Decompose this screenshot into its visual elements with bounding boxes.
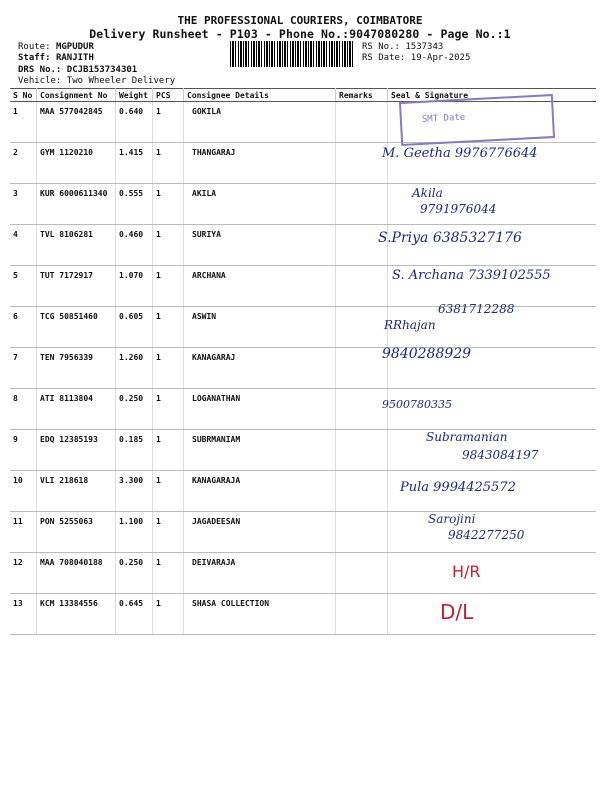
signature-12: H/R — [452, 562, 481, 581]
row-weight: 1.070 — [116, 266, 153, 307]
row-sno: 6 — [10, 307, 37, 348]
row-sno: 9 — [10, 430, 37, 471]
row-weight: 0.185 — [116, 430, 153, 471]
row-weight: 0.460 — [116, 225, 153, 266]
col-weight: Weight — [116, 89, 153, 102]
row-consignment: VLI 218618 — [37, 471, 116, 512]
row-sno: 11 — [10, 512, 37, 553]
row-consignee: KANAGARAJA — [184, 471, 336, 512]
row-consignment: KCM 13384556 — [37, 594, 116, 635]
signature-13: D/L — [440, 600, 474, 624]
row-consignee: AKILA — [184, 184, 336, 225]
row-consignee: SUBRMANIAM — [184, 430, 336, 471]
signature-9-name: Subramanian — [426, 430, 508, 444]
row-weight: 0.250 — [116, 553, 153, 594]
row-pcs: 1 — [153, 184, 184, 225]
signature-4: S.Priya 6385327176 — [378, 230, 522, 246]
row-sno: 4 — [10, 225, 37, 266]
staff-line: Staff: RANJITH — [18, 53, 94, 63]
row-consignee: SURIYA — [184, 225, 336, 266]
row-pcs: 1 — [153, 594, 184, 635]
seal-stamp: SMT Date — [399, 94, 555, 146]
signature-2: M. Geetha 9976776644 — [382, 146, 538, 161]
col-pcs: PCS — [153, 89, 184, 102]
company-title: THE PROFESSIONAL COURIERS, COIMBATORE — [177, 14, 423, 27]
col-consignee: Consignee Details — [184, 89, 336, 102]
row-weight: 0.250 — [116, 389, 153, 430]
signature-7: 9840288929 — [382, 346, 472, 362]
row-remarks — [336, 102, 388, 143]
row-remarks — [336, 594, 388, 635]
col-sno: S No — [10, 89, 37, 102]
row-remarks — [336, 184, 388, 225]
row-weight: 1.100 — [116, 512, 153, 553]
row-weight: 0.555 — [116, 184, 153, 225]
row-consignment: GYM 1120210 — [37, 143, 116, 184]
row-weight: 0.645 — [116, 594, 153, 635]
row-consignment: MAA 577042845 — [37, 102, 116, 143]
col-consignment: Consignment No — [37, 89, 116, 102]
row-weight: 1.260 — [116, 348, 153, 389]
row-consignment: TVL 8106281 — [37, 225, 116, 266]
row-consignment: TUT 7172917 — [37, 266, 116, 307]
row-sno: 3 — [10, 184, 37, 225]
row-consignee: SHASA COLLECTION — [184, 594, 336, 635]
row-remarks — [336, 348, 388, 389]
row-sno: 10 — [10, 471, 37, 512]
signature-5: S. Archana 7339102555 — [392, 268, 551, 283]
signature-10: Pula 9994425572 — [400, 480, 516, 495]
row-signature — [388, 594, 597, 635]
row-weight: 0.640 — [116, 102, 153, 143]
row-remarks — [336, 143, 388, 184]
row-pcs: 1 — [153, 512, 184, 553]
vehicle-line: Vehicle: Two Wheeler Delivery — [18, 76, 176, 86]
row-pcs: 1 — [153, 553, 184, 594]
row-consignee: GOKILA — [184, 102, 336, 143]
row-pcs: 1 — [153, 348, 184, 389]
rs-date-line: RS Date: 19-Apr-2025 — [362, 53, 471, 63]
row-pcs: 1 — [153, 307, 184, 348]
signature-6-phone: 6381712288 — [438, 302, 515, 316]
table-row — [10, 594, 596, 635]
row-consignment: TEN 7956339 — [37, 348, 116, 389]
row-consignee: LOGANATHAN — [184, 389, 336, 430]
row-sno: 5 — [10, 266, 37, 307]
row-pcs: 1 — [153, 102, 184, 143]
row-sno: 2 — [10, 143, 37, 184]
table-row — [10, 184, 596, 225]
row-pcs: 1 — [153, 471, 184, 512]
row-remarks — [336, 471, 388, 512]
row-remarks — [336, 553, 388, 594]
row-consignment: EDQ 12385193 — [37, 430, 116, 471]
row-pcs: 1 — [153, 143, 184, 184]
row-pcs: 1 — [153, 266, 184, 307]
drs-line: DRS No.: DCJB153734301 — [18, 65, 138, 75]
row-remarks — [336, 389, 388, 430]
row-consignment: PON 5255063 — [37, 512, 116, 553]
row-sno: 1 — [10, 102, 37, 143]
row-pcs: 1 — [153, 225, 184, 266]
row-consignee: ASWIN — [184, 307, 336, 348]
table-row — [10, 389, 596, 430]
rs-no-line: RS No.: 1537343 — [362, 42, 444, 52]
row-consignee: DEIVARAJA — [184, 553, 336, 594]
signature-11-name: Sarojini — [428, 512, 476, 526]
row-consignee: ARCHANA — [184, 266, 336, 307]
table-row — [10, 553, 596, 594]
row-consignee: KANAGARAJ — [184, 348, 336, 389]
signature-8: 9500780335 — [382, 398, 452, 411]
row-weight: 3.300 — [116, 471, 153, 512]
row-consignment: ATI 8113804 — [37, 389, 116, 430]
runsheet-subtitle: Delivery Runsheet - P103 - Phone No.:9047080280 - Page No.:1 — [89, 27, 511, 41]
signature-11-phone: 9842277250 — [448, 528, 525, 542]
barcode — [230, 41, 355, 67]
signature-9-phone: 9843084197 — [462, 448, 539, 462]
row-sno: 13 — [10, 594, 37, 635]
row-signature — [388, 553, 597, 594]
row-sno: 7 — [10, 348, 37, 389]
col-signature: Seal & Signature — [388, 89, 597, 102]
row-consignment: MAA 708040188 — [37, 553, 116, 594]
table-row — [10, 348, 596, 389]
signature-3-name: Akila — [412, 186, 443, 200]
row-pcs: 1 — [153, 430, 184, 471]
row-sno: 8 — [10, 389, 37, 430]
row-pcs: 1 — [153, 389, 184, 430]
row-remarks — [336, 266, 388, 307]
row-weight: 1.415 — [116, 143, 153, 184]
signature-6-name: RRhajan — [384, 318, 436, 332]
signature-3-phone: 9791976044 — [420, 202, 497, 216]
runsheet-table — [10, 88, 596, 635]
row-sno: 12 — [10, 553, 37, 594]
row-consignee: JAGADEESAN — [184, 512, 336, 553]
col-remarks: Remarks — [336, 89, 388, 102]
row-remarks — [336, 512, 388, 553]
row-weight: 0.605 — [116, 307, 153, 348]
row-remarks — [336, 430, 388, 471]
row-remarks — [336, 307, 388, 348]
row-consignment: KUR 6000611340 — [37, 184, 116, 225]
row-consignee: THANGARAJ — [184, 143, 336, 184]
row-consignment: TCG 50851460 — [37, 307, 116, 348]
route-line: Route: MGPUDUR — [18, 42, 94, 52]
